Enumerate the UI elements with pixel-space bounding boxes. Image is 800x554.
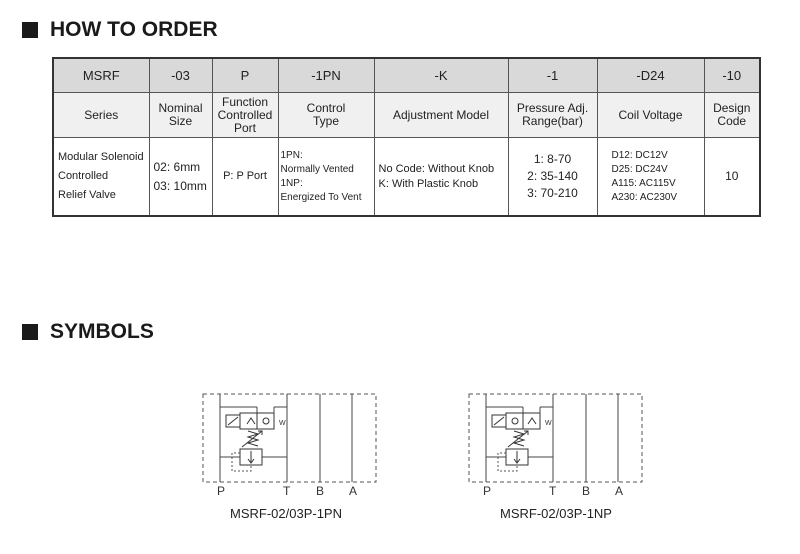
symbol-caption-1np: MSRF-02/03P-1NP	[500, 506, 612, 521]
header-line: Pressure Adj.	[516, 101, 589, 115]
value-line: 10	[725, 169, 739, 183]
value-pressure-range	[508, 138, 597, 217]
code-cell-series: MSRF	[53, 58, 149, 93]
square-bullet-icon	[22, 324, 38, 340]
header-control-type	[278, 93, 374, 138]
code-cell-size: -03	[149, 58, 212, 93]
square-bullet-icon	[22, 22, 38, 38]
header-line: Controlled	[217, 107, 273, 122]
value-line: Modular Solenoid	[58, 151, 144, 163]
code-cell-design: -10	[704, 58, 760, 93]
coil-label: W	[279, 420, 286, 427]
code-cell-pressure: -1	[508, 58, 597, 93]
value-line: 1: 8-70	[533, 152, 572, 166]
how-to-order-title: HOW TO ORDER	[50, 18, 218, 41]
value-design-code	[704, 138, 760, 217]
code-cell-voltage: -D24	[597, 58, 704, 93]
code-cell-adjustment: -K	[374, 58, 508, 93]
symbols-title: SYMBOLS	[50, 320, 154, 343]
header-line: Coil Voltage	[618, 107, 683, 122]
header-coil-voltage	[597, 93, 704, 138]
header-adjustment-model	[374, 93, 508, 138]
symbol-caption-1pn: MSRF-02/03P-1PN	[230, 506, 342, 521]
header-design-code	[704, 93, 760, 138]
header-line: Adjustment Model	[392, 107, 490, 122]
header-line: Design	[713, 101, 751, 115]
how-to-order-heading	[22, 18, 218, 42]
header-line: Range(bar)	[522, 114, 583, 128]
port-labels-2	[468, 484, 643, 500]
value-line: D12: DC12V	[611, 149, 668, 161]
header-line: Size	[168, 114, 193, 128]
value-line: Controlled	[58, 170, 109, 182]
value-line: No Code: Without Knob	[378, 162, 495, 175]
port-label-b: B	[582, 484, 591, 498]
port-label-p: P	[483, 484, 492, 498]
label-row	[53, 93, 760, 138]
header-series	[53, 93, 149, 138]
value-line: K: With Plastic Knob	[378, 177, 479, 190]
value-line: P: P Port	[223, 170, 267, 182]
header-line: Port	[233, 120, 256, 135]
symbols-heading	[22, 320, 154, 344]
value-line: D25: DC24V	[611, 163, 668, 175]
port-label-p: P	[217, 484, 226, 498]
value-port	[212, 138, 278, 217]
coil-label: W	[545, 420, 552, 427]
value-line: A230: AC230V	[611, 191, 678, 203]
port-label-t: T	[283, 484, 291, 498]
header-function-port	[212, 93, 278, 138]
code-cell-port: P	[212, 58, 278, 93]
value-line: 2: 35-140	[527, 169, 578, 183]
value-row	[53, 138, 760, 217]
value-nominal-size	[149, 138, 212, 217]
relief-valve-schematic-icon	[202, 393, 377, 483]
value-line: 1PN:	[280, 149, 303, 161]
header-line: Series	[84, 107, 119, 122]
port-label-b: B	[316, 484, 325, 498]
value-line: Normally Vented	[280, 163, 354, 175]
port-labels-1	[202, 484, 377, 500]
value-line: A115: AC115V	[611, 177, 676, 189]
value-series	[53, 138, 149, 217]
header-line: Code	[717, 114, 747, 128]
code-cell-control: -1PN	[278, 58, 374, 93]
value-adjustment-model	[374, 138, 508, 217]
value-line: Relief Valve	[58, 189, 116, 201]
value-line: 03: 10mm	[153, 178, 207, 193]
code-row	[53, 58, 760, 93]
hydraulic-symbol-1np	[468, 393, 643, 483]
value-line: 3: 70-210	[527, 186, 578, 200]
hydraulic-symbol-1pn	[202, 393, 377, 483]
value-line: 02: 6mm	[153, 159, 201, 174]
value-line: Energized To Vent	[280, 191, 362, 203]
value-coil-voltage	[597, 138, 704, 217]
port-label-t: T	[549, 484, 557, 498]
value-control-type	[278, 138, 374, 217]
header-pressure-range	[508, 93, 597, 138]
port-label-a: A	[349, 484, 358, 498]
header-line: Nominal	[158, 101, 203, 115]
port-label-a: A	[615, 484, 624, 498]
header-line: Type	[312, 114, 339, 128]
order-code-table	[52, 57, 761, 217]
relief-valve-schematic-icon	[468, 393, 643, 483]
header-nominal-size	[149, 93, 212, 138]
value-line: 1NP:	[280, 177, 303, 189]
header-line: Function	[221, 94, 269, 109]
header-line: Control	[306, 101, 346, 115]
